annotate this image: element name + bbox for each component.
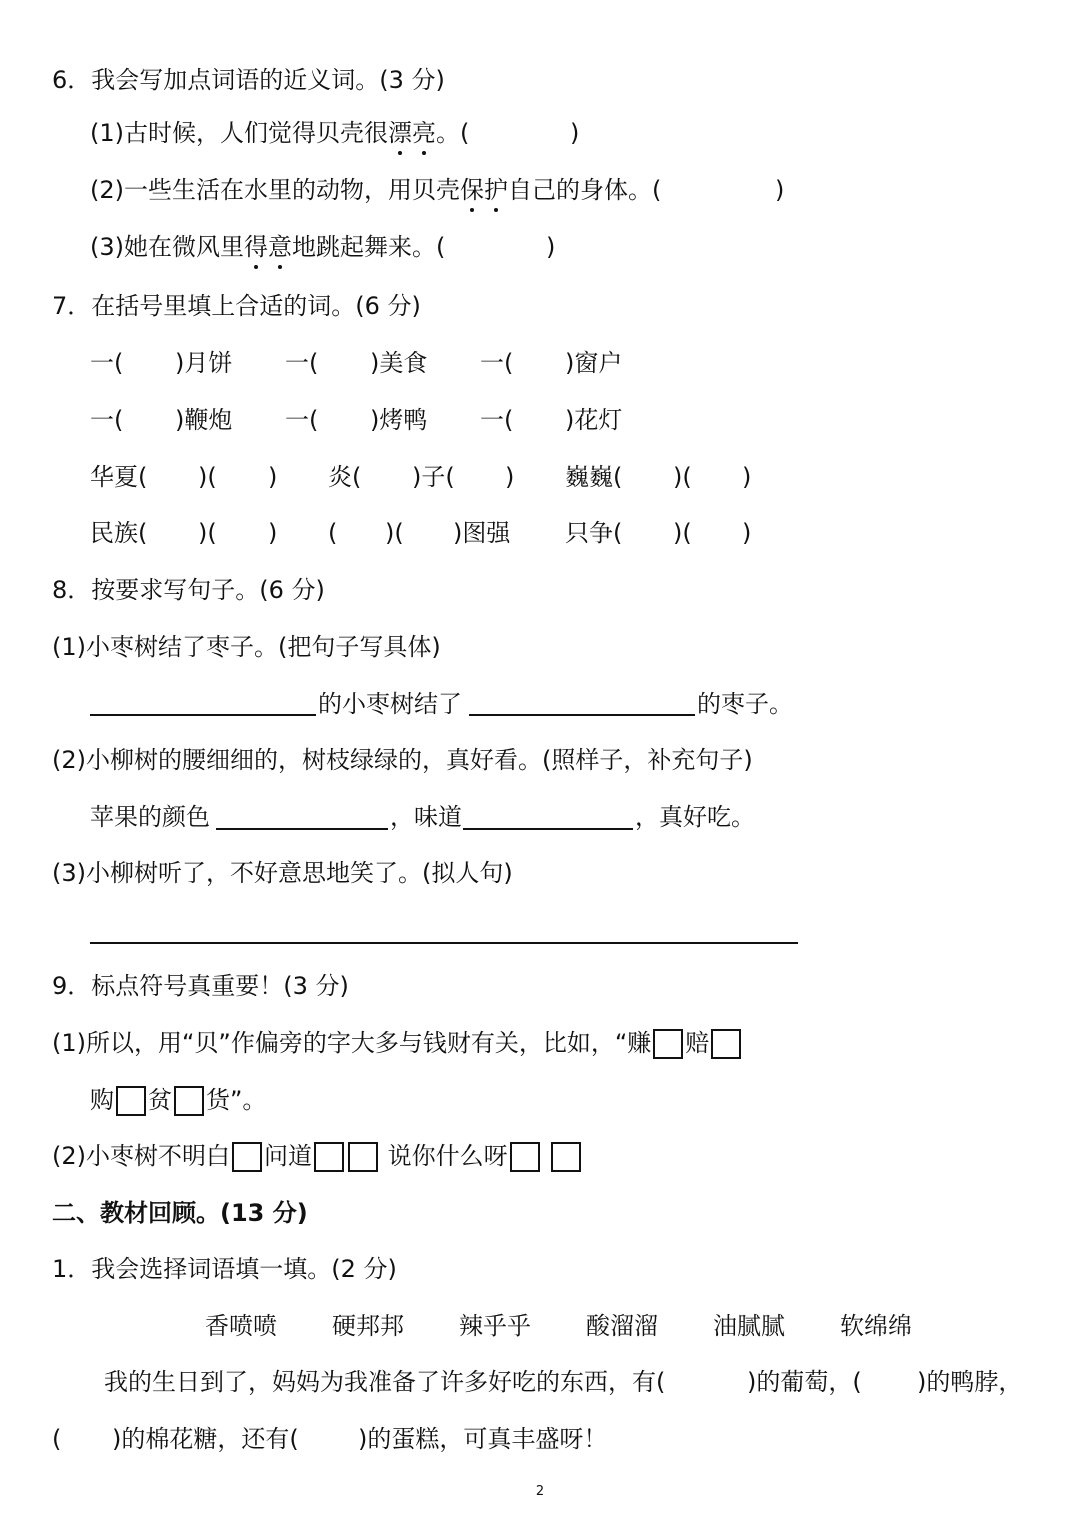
q7-r2-a: 一(	[90, 406, 124, 434]
q7-r4-f: )图强	[453, 519, 511, 547]
word-option: 香喷喷	[205, 1312, 277, 1340]
q7-r2-f: )花灯	[565, 406, 623, 434]
q7-r3-i: )	[742, 463, 752, 491]
q7-r3-h: )(	[673, 463, 692, 491]
q6-item-2-close: )	[775, 176, 785, 204]
q8-s1-mid: 的小枣树结了	[318, 690, 462, 718]
q7-r4-i: )	[742, 519, 752, 547]
punct-box[interactable]	[551, 1142, 581, 1172]
sec2-para-2a: (	[52, 1425, 62, 1453]
punct-box[interactable]	[174, 1086, 204, 1116]
q9-title: 9．标点符号真重要！(3 分)	[52, 972, 349, 1000]
q6-item-3: (3)她在微风里得意地跳起舞来。(	[90, 233, 446, 261]
q7-r4-a: 民族(	[90, 519, 148, 547]
punct-box[interactable]	[510, 1142, 540, 1172]
q7-r3-f: )	[505, 463, 515, 491]
q8-title: 8．按要求写句子。(6 分)	[52, 576, 325, 604]
q6-item-2: (2)一些生活在水里的动物，用贝壳保护自己的身体。(	[90, 176, 662, 204]
q7-r2-b: )鞭炮	[175, 406, 233, 434]
punct-box[interactable]	[116, 1086, 146, 1116]
q7-r4-g: 只争(	[565, 519, 623, 547]
q7-r2-e: 一(	[480, 406, 514, 434]
q6-title: 6．我会写加点词语的近义词。(3 分)	[52, 66, 445, 94]
q7-r2-c: 一(	[285, 406, 319, 434]
q7-r3-d: 炎(	[328, 463, 362, 491]
q8-sentence-2: (2)小柳树的腰细细的，树枝绿绿的，真好看。(照样子，补充句子)	[52, 746, 753, 774]
word-option: 辣乎乎	[459, 1312, 531, 1340]
q8-s2-end: ，真好吃。	[635, 803, 755, 831]
punct-box[interactable]	[348, 1142, 378, 1172]
q8-sentence-3: (3)小柳树听了，不好意思地笑了。(拟人句)	[52, 859, 513, 887]
q7-r3-e: )子(	[412, 463, 455, 491]
q6-item-1-close: )	[570, 119, 580, 147]
punct-box[interactable]	[314, 1142, 344, 1172]
q7-r1-b: )月饼	[175, 349, 233, 377]
punct-box[interactable]	[232, 1142, 262, 1172]
q7-r4-b: )(	[198, 519, 217, 547]
punct-box[interactable]	[711, 1029, 741, 1059]
q7-r1-d: )美食	[370, 349, 428, 377]
page-number: 2	[535, 1484, 545, 1499]
q8-s1-end: 的枣子。	[697, 690, 793, 718]
q7-r4-c: )	[268, 519, 278, 547]
q6-item-1: (1)古时候，人们觉得贝壳很漂亮。(	[90, 119, 470, 147]
q8-blank-1b[interactable]	[469, 684, 695, 716]
q7-r4-e: )(	[385, 519, 404, 547]
q7-r1-e: 一(	[480, 349, 514, 377]
q7-r1-c: 一(	[285, 349, 319, 377]
word-option: 软绵绵	[840, 1312, 912, 1340]
q7-r3-g: 巍巍(	[565, 463, 623, 491]
q8-blank-2b[interactable]	[463, 798, 633, 830]
q7-r3-c: )	[268, 463, 278, 491]
q8-s2-start: 苹果的颜色	[90, 803, 210, 831]
q8-blank-2a[interactable]	[216, 798, 388, 830]
q7-r4-h: )(	[673, 519, 692, 547]
q7-title: 7．在括号里填上合适的词。(6 分)	[52, 292, 421, 320]
sec2-para-1a: 我的生日到了，妈妈为我准备了许多好吃的东西，有(	[104, 1368, 666, 1396]
q9-line-3: (2)小枣树不明白 问道 说你什么呀	[52, 1140, 583, 1172]
q7-r1-a: 一(	[90, 349, 124, 377]
word-option: 硬邦邦	[332, 1312, 404, 1340]
q9-line-2: 购 贫 货”。	[90, 1086, 267, 1114]
q7-r3-a: 华夏(	[90, 463, 148, 491]
word-option: 油腻腻	[713, 1312, 785, 1340]
section-2-title: 二、教材回顾。(13 分)	[52, 1199, 308, 1227]
sec2-para-2b: )的棉花糖，还有(	[112, 1425, 299, 1453]
sec2-para-2c: )的蛋糕，可真丰盛呀！	[358, 1425, 608, 1453]
q6-item-3-close: )	[546, 233, 556, 261]
sec2-para-1c: )的鸭脖，	[917, 1368, 1023, 1396]
q7-r3-b: )(	[198, 463, 217, 491]
q7-r2-d: )烤鸭	[370, 406, 428, 434]
sec2-q1-title: 1．我会选择词语填一填。(2 分)	[52, 1255, 397, 1283]
q7-r1-f: )窗户	[565, 349, 623, 377]
sec2-para-1b: )的葡萄，(	[747, 1368, 862, 1396]
q8-blank-1a[interactable]	[90, 684, 316, 716]
q8-sentence-1: (1)小枣树结了枣子。(把句子写具体)	[52, 633, 441, 661]
q9-line-1: (1)所以，用“贝”作偏旁的字大多与钱财有关，比如，“赚 赔	[52, 1027, 743, 1059]
q8-blank-3[interactable]	[90, 912, 798, 944]
q7-r4-d: (	[328, 519, 338, 547]
word-option: 酸溜溜	[586, 1312, 658, 1340]
q8-s2-mid: ，味道	[390, 803, 462, 831]
punct-box[interactable]	[653, 1029, 683, 1059]
